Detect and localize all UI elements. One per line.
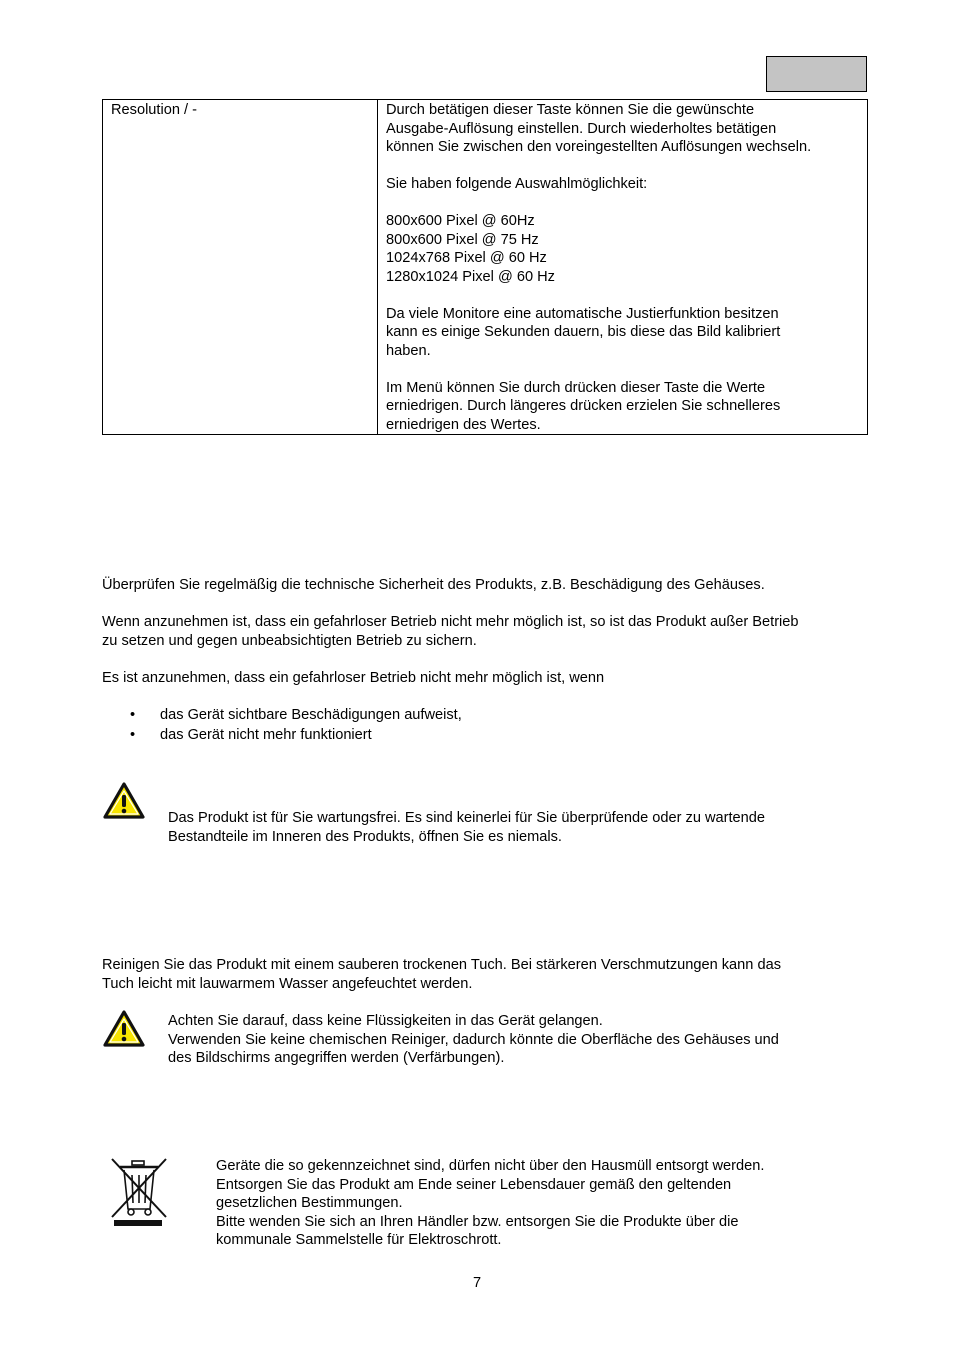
text-line: Bitte wenden Sie sich an Ihren Händler bzw. entsorgen Sie die Produkte über die [216, 1213, 739, 1230]
language-tab-box [766, 56, 867, 92]
text-line: Verwenden Sie keine chemischen Reiniger, dadurch könnte die Oberfläche des Gehäuses und [168, 1031, 779, 1048]
description-line: Da viele Monitore eine automatische Justierfunktion besitzen [386, 305, 779, 322]
text-line: des Bildschirms angegriffen werden (Verfärbungen). [168, 1050, 505, 1066]
description-line: können Sie zwischen den voreingestellten Auflösungen wechseln. [386, 139, 812, 155]
table-row [103, 100, 868, 435]
text-line: Bestandteile im Inneren des Produkts, öffnen Sie es niemals. [168, 828, 562, 845]
button-description-cell [378, 100, 868, 435]
button-name: Resolution / - [111, 102, 197, 118]
text-line: Reinigen Sie das Produkt mit einem sauberen trockenen Tuch. Bei stärkeren Verschmutzungen kann das [102, 957, 781, 973]
description-line: haben. [386, 342, 431, 359]
text-line: Wenn anzunehmen ist, dass ein gefahrloser Betrieb nicht mehr möglich ist, so ist das Produkt außer Betrieb [102, 614, 799, 630]
disposal-text [216, 1157, 764, 1250]
resolution-option: 1024x768 Pixel @ 60 Hz [386, 250, 547, 266]
text-line: Geräte die so gekennzeichnet sind, dürfen nicht über den Hausmüll entsorgt werden. [216, 1158, 765, 1174]
text-line: Überprüfen Sie regelmäßig die technische Sicherheit des Produkts, z.B. Beschädigung des Gehäuses. [102, 577, 765, 593]
resolution-option: 1280x1024 Pixel @ 60 Hz [386, 268, 555, 285]
safety-paragraph-1 [102, 576, 765, 595]
text-line: Entsorgen Sie das Produkt am Ende seiner Lebensdauer gemäß den geltenden [216, 1176, 732, 1193]
bullet-icon: • [130, 707, 136, 723]
text-line: zu setzen und gegen unbeabsichtigten Betrieb zu sichern. [102, 632, 477, 649]
description-line: erniedrigen. Durch längeres drücken erzielen Sie schnelleres [386, 398, 781, 414]
button-function-table [102, 99, 868, 435]
resolution-option: 800x600 Pixel @ 75 Hz [386, 231, 539, 248]
cleaning-paragraph [102, 956, 781, 993]
description-line: Im Menü können Sie durch drücken dieser Taste die Werte [386, 379, 766, 396]
description-line: kann es einige Sekunden dauern, bis diese das Bild kalibriert [386, 324, 781, 340]
bullet-icon: • [130, 727, 136, 743]
list-item-text: das Gerät sichtbare Beschädigungen aufweist, [160, 707, 462, 723]
crossed-out-bin-icon [108, 1157, 170, 1229]
text-line: kommunale Sammelstelle für Elektroschrott. [216, 1232, 502, 1248]
page-number: 7 [472, 1275, 482, 1291]
text-line: Es ist anzunehmen, dass ein gefahrloser Betrieb nicht mehr möglich ist, wenn [102, 670, 605, 686]
safety-paragraph-3 [102, 669, 604, 688]
description-line: erniedrigen des Wertes. [386, 416, 541, 433]
warning-triangle-icon [102, 781, 146, 821]
text-line: Tuch leicht mit lauwarmem Wasser angefeuchtet werden. [102, 975, 473, 992]
description-line: Durch betätigen dieser Taste können Sie die gewünschte [386, 102, 755, 118]
list-item [130, 726, 462, 746]
safety-paragraph-2 [102, 613, 799, 650]
cleaning-warning-text [168, 1012, 779, 1068]
text-line: gesetzlichen Bestimmungen. [216, 1195, 403, 1211]
description-line: Ausgabe-Auflösung einstellen. Durch wiederholtes betätigen [386, 120, 777, 137]
list-item [130, 706, 462, 726]
warning-triangle-icon [102, 1009, 146, 1049]
condition-list [130, 706, 462, 746]
button-name-cell [103, 100, 378, 435]
resolution-option: 800x600 Pixel @ 60Hz [386, 213, 535, 229]
text-line: Achten Sie darauf, dass keine Flüssigkeiten in das Gerät gelangen. [168, 1013, 603, 1029]
maintenance-warning-text [168, 809, 765, 846]
text-line: Das Produkt ist für Sie wartungsfrei. Es sind keinerlei für Sie überprüfende oder zu wartende [168, 810, 766, 826]
description-line: Sie haben folgende Auswahlmöglichkeit: [386, 176, 648, 192]
list-item-text: das Gerät nicht mehr funktioniert [160, 727, 372, 743]
